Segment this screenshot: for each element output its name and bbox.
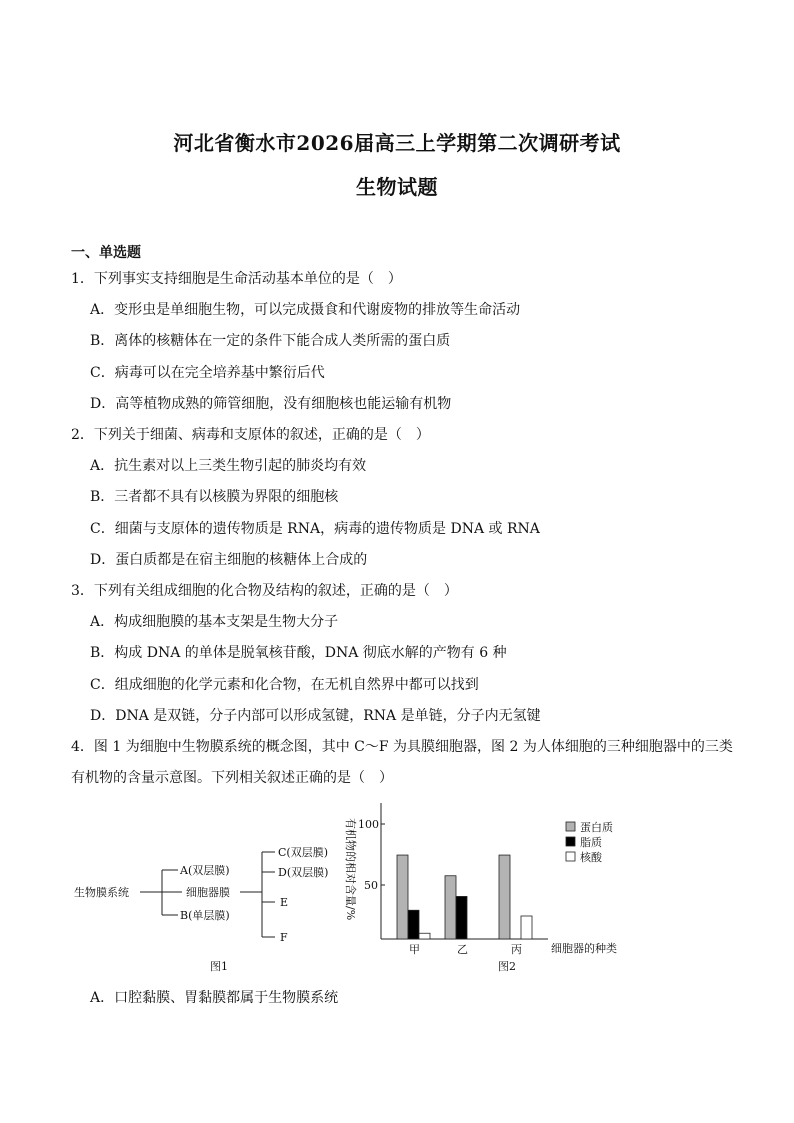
question-3-stem: 3．下列有关组成细胞的化合物及结构的叙述，正确的是（ ） bbox=[71, 583, 458, 599]
question-2-option-c: C．细菌与支原体的遗传物质是 RNA，病毒的遗传物质是 DNA 或 RNA bbox=[90, 521, 540, 537]
bar-乙-蛋白质 bbox=[445, 876, 456, 939]
bar-丙-核酸 bbox=[521, 916, 532, 939]
question-1-stem: 1．下列事实支持细胞是生命活动基本单位的是（ ） bbox=[71, 271, 402, 287]
figure-1-organelle-e: E bbox=[280, 896, 289, 909]
chart-y-tick-label-100: 100 bbox=[358, 818, 379, 831]
legend-swatch-脂质 bbox=[566, 837, 575, 846]
figure-1-diagram bbox=[70, 840, 370, 975]
figure-2-bar-chart bbox=[338, 800, 638, 978]
chart-y-axis-label: 有机物的相对含量/% bbox=[344, 818, 357, 921]
question-3-option-a: A．构成细胞膜的基本支架是生物大分子 bbox=[90, 614, 339, 630]
question-2-option-a: A．抗生素对以上三类生物引起的肺炎均有效 bbox=[90, 458, 367, 474]
section-heading: 一、单选题 bbox=[71, 245, 141, 261]
bar-甲-核酸 bbox=[419, 933, 430, 939]
chart-category-label: 丙 bbox=[511, 943, 522, 956]
legend-label: 蛋白质 bbox=[580, 821, 613, 834]
question-3-option-d: D．DNA 是双链，分子内部可以形成氢键，RNA 是单链，分子内无氢键 bbox=[90, 708, 541, 724]
legend-label: 核酸 bbox=[580, 851, 602, 864]
bar-丙-蛋白质 bbox=[499, 855, 510, 939]
bar-乙-脂质 bbox=[456, 896, 467, 939]
chart-caption: 图2 bbox=[498, 960, 516, 973]
legend-swatch-蛋白质 bbox=[566, 822, 575, 831]
legend-swatch-核酸 bbox=[566, 852, 575, 861]
question-3-option-b: B．构成 DNA 的单体是脱氧核苷酸，DNA 彻底水解的产物有 6 种 bbox=[90, 645, 507, 661]
chart-category-label: 甲 bbox=[409, 943, 420, 956]
question-2-stem: 2．下列关于细菌、病毒和支原体的叙述，正确的是（ ） bbox=[71, 427, 430, 443]
exam-subtitle: 生物试题 bbox=[356, 175, 438, 199]
figure-1-organelle-d: D(双层膜) bbox=[278, 866, 329, 879]
bar-甲-蛋白质 bbox=[397, 855, 408, 939]
figure-1-organelle-c: C(双层膜) bbox=[278, 846, 328, 859]
question-3-option-c: C．组成细胞的化学元素和化合物，在无机自然界中都可以找到 bbox=[90, 677, 479, 693]
figure-1-branch-b: B(单层膜) bbox=[180, 909, 230, 922]
question-1-option-c: C．病毒可以在完全培养基中繁衍后代 bbox=[90, 365, 325, 381]
question-4-option-a: A．口腔黏膜、胃黏膜都属于生物膜系统 bbox=[90, 990, 339, 1006]
question-2-option-b: B．三者都不具有以核膜为界限的细胞核 bbox=[90, 489, 339, 505]
chart-category-label: 乙 bbox=[457, 943, 468, 956]
bar-甲-脂质 bbox=[408, 910, 419, 939]
figure-1-caption: 图1 bbox=[210, 960, 228, 973]
chart-y-tick-label-50: 50 bbox=[364, 879, 378, 892]
exam-title: 河北省衡水市2026届高三上学期第二次调研考试 bbox=[173, 131, 621, 155]
question-4-stem-line1: 4．图 1 为细胞中生物膜系统的概念图，其中 C～F 为具膜细胞器，图 2 为人体细胞的三种细胞器中的三类 bbox=[71, 739, 733, 755]
question-1-option-a: A．变形虫是单细胞生物，可以完成摄食和代谢废物的排放等生命活动 bbox=[90, 302, 521, 318]
question-4-stem-line2: 有机物的含量示意图。下列相关叙述正确的是（ ） bbox=[71, 770, 393, 786]
chart-x-axis-label: 细胞器的种类 bbox=[551, 942, 617, 955]
question-2-option-d: D．蛋白质都是在宿主细胞的核糖体上合成的 bbox=[90, 552, 368, 568]
question-1-option-d: D．高等植物成熟的筛管细胞，没有细胞核也能运输有机物 bbox=[90, 396, 452, 412]
figure-1-root: 生物膜系统 bbox=[74, 886, 129, 899]
figure-1-branch-a: A(双层膜) bbox=[180, 864, 230, 877]
legend-label: 脂质 bbox=[580, 836, 602, 849]
question-1-option-b: B．离体的核糖体在一定的条件下能合成人类所需的蛋白质 bbox=[90, 333, 451, 349]
figure-1-organelle-f: F bbox=[280, 931, 288, 944]
figure-1-branch-organelle-membrane: 细胞器膜 bbox=[186, 886, 230, 899]
